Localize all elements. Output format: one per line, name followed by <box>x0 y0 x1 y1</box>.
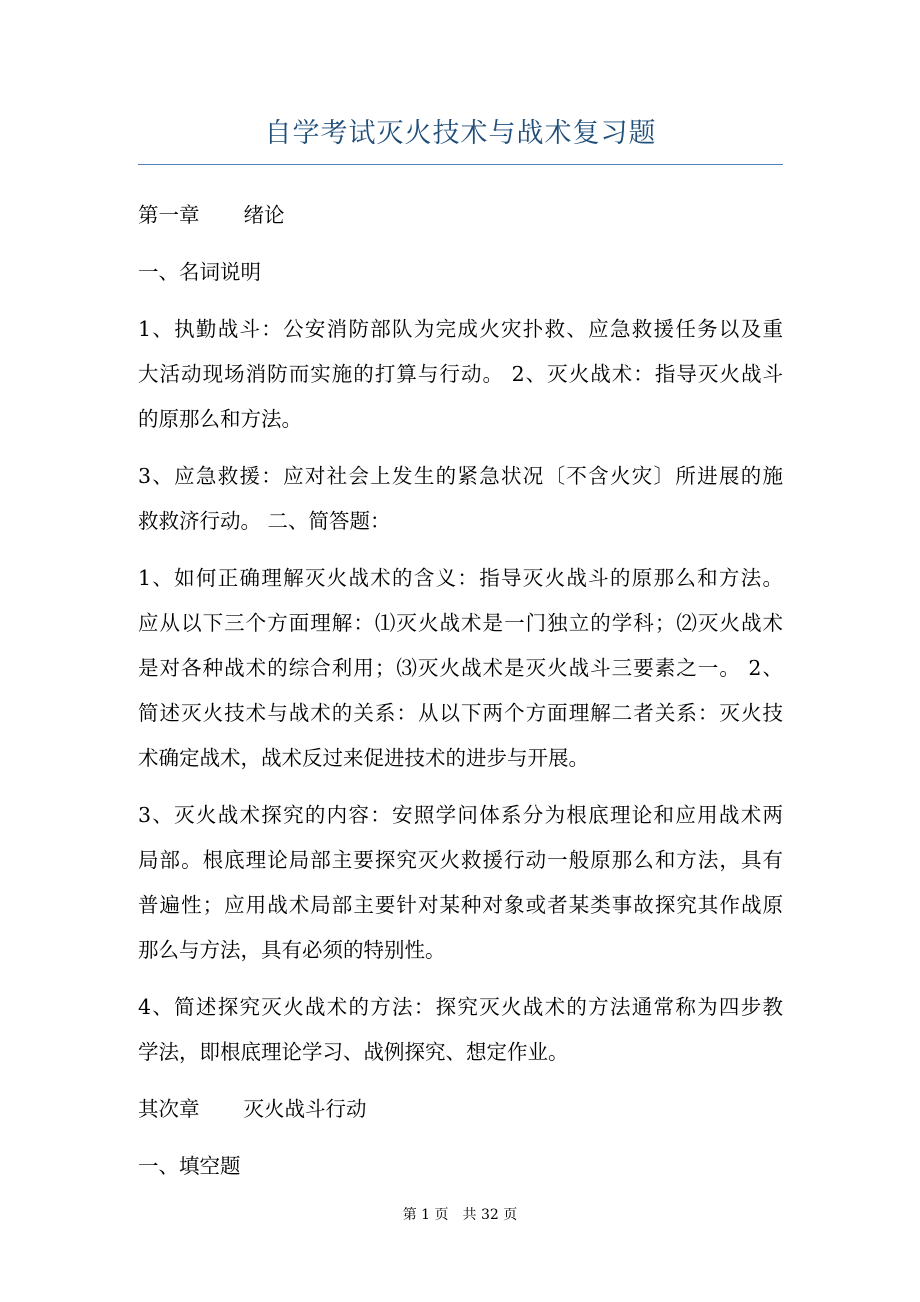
text-line: 局部。根底理论局部主要探究灭火救援行动一般原那么和方法，具有 <box>138 848 783 872</box>
text-line: 术确定战术，战术反过来促进技术的进步与开展。 <box>138 746 589 770</box>
title-underline <box>138 164 783 165</box>
paragraph <box>138 793 783 973</box>
page-number: 第 1 页 <box>402 1207 449 1223</box>
section-heading: 一、名词说明 <box>138 260 261 284</box>
text-line: 简述灭火技术与战术的关系：从以下两个方面理解二者关系：灭火技 <box>138 701 783 725</box>
chapter-name: 灭火战斗行动 <box>243 1097 367 1121</box>
text-line: 应从以下三个方面理解：⑴灭火战术是一门独立的学科；⑵灭火战术 <box>138 611 783 635</box>
text-line: 3、应急救援：应对社会上发生的紧急状况〔不含火灾〕所进展的施 <box>138 464 783 488</box>
chapter-number: 其次章 <box>138 1097 200 1121</box>
section-heading: 一、填空题 <box>138 1154 241 1178</box>
text-line: 1、如何正确理解灭火战术的含义：指导灭火战斗的原那么和方法。 <box>138 566 783 590</box>
text-line: 学法，即根底理论学习、战例探究、想定作业。 <box>138 1040 569 1064</box>
text-line: 是对各种战术的综合利用；⑶灭火战术是灭火战斗三要素之一。 2、 <box>138 656 783 680</box>
chapter-name: 绪论 <box>243 203 285 227</box>
page-total: 共 32 页 <box>462 1207 518 1223</box>
text-line: 大活动现场消防而实施的打算与行动。 2、灭火战术：指导灭火战斗 <box>138 362 783 386</box>
text-line: 救救济行动。 二、简答题： <box>138 509 391 533</box>
text-line: 1、执勤战斗：公安消防部队为完成火灾扑救、应急救援任务以及重 <box>138 317 783 341</box>
text-line: 3、灭火战术探究的内容：安照学问体系分为根底理论和应用战术两 <box>138 803 783 827</box>
text-line: 那么与方法，具有必须的特别性。 <box>138 938 446 962</box>
paragraph <box>138 454 783 544</box>
paragraph <box>138 556 783 781</box>
chapter-heading <box>138 193 783 238</box>
page-footer <box>0 1205 920 1225</box>
text-line: 普遍性；应用战术局部主要针对某种对象或者某类事故探究其作战原 <box>138 893 783 917</box>
paragraph <box>138 307 783 442</box>
chapter-heading <box>138 1087 783 1132</box>
chapter-number: 第一章 <box>138 203 200 227</box>
document-body <box>138 193 783 1189</box>
text-line: 4、简述探究灭火战术的方法：探究灭火战术的方法通常称为四步教 <box>138 995 783 1019</box>
text-line: 的原那么和方法。 <box>138 407 302 431</box>
paragraph <box>138 985 783 1075</box>
document-title: 自学考试灭火技术与战术复习题 <box>264 118 657 149</box>
